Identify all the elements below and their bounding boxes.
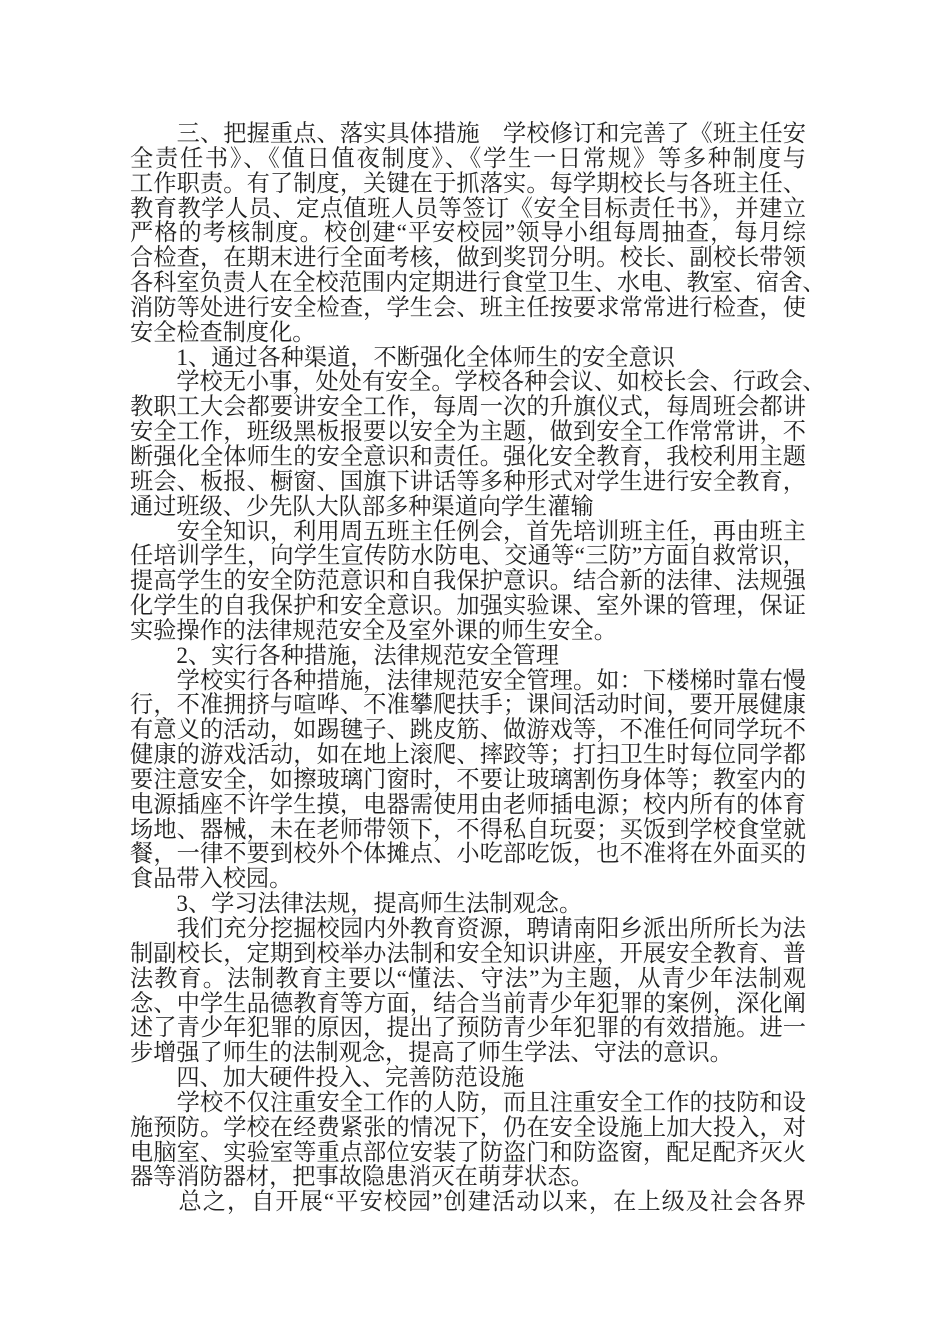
text-line: 全责任书》、《值日值夜制度》、《学生一日常规》等多种制度与 bbox=[130, 145, 806, 172]
text-line: 工作职责。有了制度，关键在于抓落实。每学期校长与各班主任、 bbox=[130, 170, 806, 197]
text-line: 断强化全体师生的安全意识和责任。强化安全教育，我校利用主题 bbox=[130, 443, 806, 470]
text-line: 食品带入校园。 bbox=[130, 866, 293, 893]
text-line: 总之，自开展“平安校园”创建活动以来，在上级及社会各界 bbox=[130, 1189, 806, 1216]
text-line: 三、把握重点、落实具体措施 学校修订和完善了《班主任安 bbox=[130, 121, 806, 147]
text-line: 安全知识，利用周五班主任例会，首先培训班主任，再由班主 bbox=[130, 518, 806, 545]
text-line: 制副校长，定期到校举办法制和安全知识讲座，开展安全教育、普 bbox=[130, 940, 806, 967]
text-line: 安全检查制度化。 bbox=[130, 319, 316, 346]
text-line: 餐，一律不要到校外个体摊点、小吃部吃饭，也不准将在外面买的 bbox=[130, 841, 806, 868]
text-line: 教职工大会都要讲安全工作，每周一次的升旗仪式，每周班会都讲 bbox=[130, 394, 806, 421]
text-line: 教育教学人员、定点值班人员等签订《安全目标责任书》，并建立 bbox=[130, 195, 806, 222]
text-line: 行，不准拥挤与喧哗、不准攀爬扶手；课间活动时间，要开展健康 bbox=[130, 692, 806, 719]
text-line: 学校无小事，处处有安全。学校各种会议、如校长会、行政会、 bbox=[130, 369, 826, 396]
text-line: 场地、器械，未在老师带领下，不得私自玩耍；买饭到学校食堂就 bbox=[130, 816, 806, 843]
text-line: 电源插座不许学生摸，电器需使用由老师插电源；校内所有的体育 bbox=[130, 791, 806, 818]
text-line: 器等消防器材，把事故隐患消灭在萌芽状态。 bbox=[130, 1164, 594, 1191]
text-line: 施预防。学校在经费紧张的情况下，仍在安全设施上加大投入，对 bbox=[130, 1114, 806, 1141]
text-line: 法教育。法制教育主要以“懂法、守法”为主题，从青少年法制观 bbox=[130, 965, 806, 992]
text-line: 任培训学生，向学生宣传防水防电、交通等“三防”方面自救常识， bbox=[130, 543, 806, 570]
text-line: 述了青少年犯罪的原因，提出了预防青少年犯罪的有效措施。进一 bbox=[130, 1015, 806, 1042]
text-line: 合检查，在期末进行全面考核，做到奖罚分明。校长、副校长带领 bbox=[130, 245, 806, 272]
text-line: 我们充分挖掘校园内外教育资源，聘请南阳乡派出所所长为法 bbox=[130, 916, 806, 942]
text-line: 四、加大硬件投入、完善防范设施 bbox=[130, 1065, 525, 1092]
text-line: 3、学习法律法规，提高师生法制观念。 bbox=[130, 891, 583, 918]
text-line: 各科室负责人在全校范围内定期进行食堂卫生、水电、教室、宿舍、 bbox=[130, 270, 826, 297]
text-line: 2、实行各种措施，法律规范安全管理 bbox=[130, 642, 559, 669]
document-text-block bbox=[130, 121, 826, 1216]
text-line: 消防等处进行安全检查，学生会、班主任按要求常常进行检查，使 bbox=[130, 294, 806, 321]
text-line: 要注意安全，如擦玻璃门窗时，不要让玻璃割伤身体等；教室内的 bbox=[130, 766, 806, 793]
text-line: 有意义的活动，如踢毽子、跳皮筋、做游戏等，不准任何同学玩不 bbox=[130, 717, 806, 744]
text-line: 念、中学生品德教育等方面，结合当前青少年犯罪的案例，深化阐 bbox=[130, 990, 806, 1017]
text-line: 电脑室、实验室等重点部位安装了防盗门和防盗窗，配足配齐灭火 bbox=[130, 1139, 806, 1166]
text-line: 学校不仅注重安全工作的人防，而且注重安全工作的技防和设 bbox=[130, 1089, 806, 1116]
text-line: 学校实行各种措施，法律规范安全管理。如：下楼梯时靠右慢 bbox=[130, 667, 806, 694]
text-line: 班会、板报、橱窗、国旗下讲话等多种形式对学生进行安全教育， bbox=[130, 468, 806, 495]
text-line: 实验操作的法律规范安全及室外课的师生安全。 bbox=[130, 617, 617, 644]
text-line: 化学生的自我保护和安全意识。加强实验课、室外课的管理，保证 bbox=[130, 593, 806, 620]
text-line: 通过班级、少先队大队部多种渠道向学生灌输 bbox=[130, 493, 594, 520]
text-line: 严格的考核制度。校创建“平安校园”领导小组每周抽查，每月综 bbox=[130, 220, 806, 247]
text-line: 提高学生的安全防范意识和自我保护意识。结合新的法律、法规强 bbox=[130, 568, 806, 595]
text-line: 健康的游戏活动，如在地上滚爬、摔跤等；打扫卫生时每位同学都 bbox=[130, 742, 806, 769]
text-line: 步增强了师生的法制观念，提高了师生学法、守法的意识。 bbox=[130, 1040, 733, 1067]
text-line: 安全工作，班级黑板报要以安全为主题，做到安全工作常常讲，不 bbox=[130, 419, 806, 446]
text-line: 1、通过各种渠道，不断强化全体师生的安全意识 bbox=[130, 344, 675, 371]
